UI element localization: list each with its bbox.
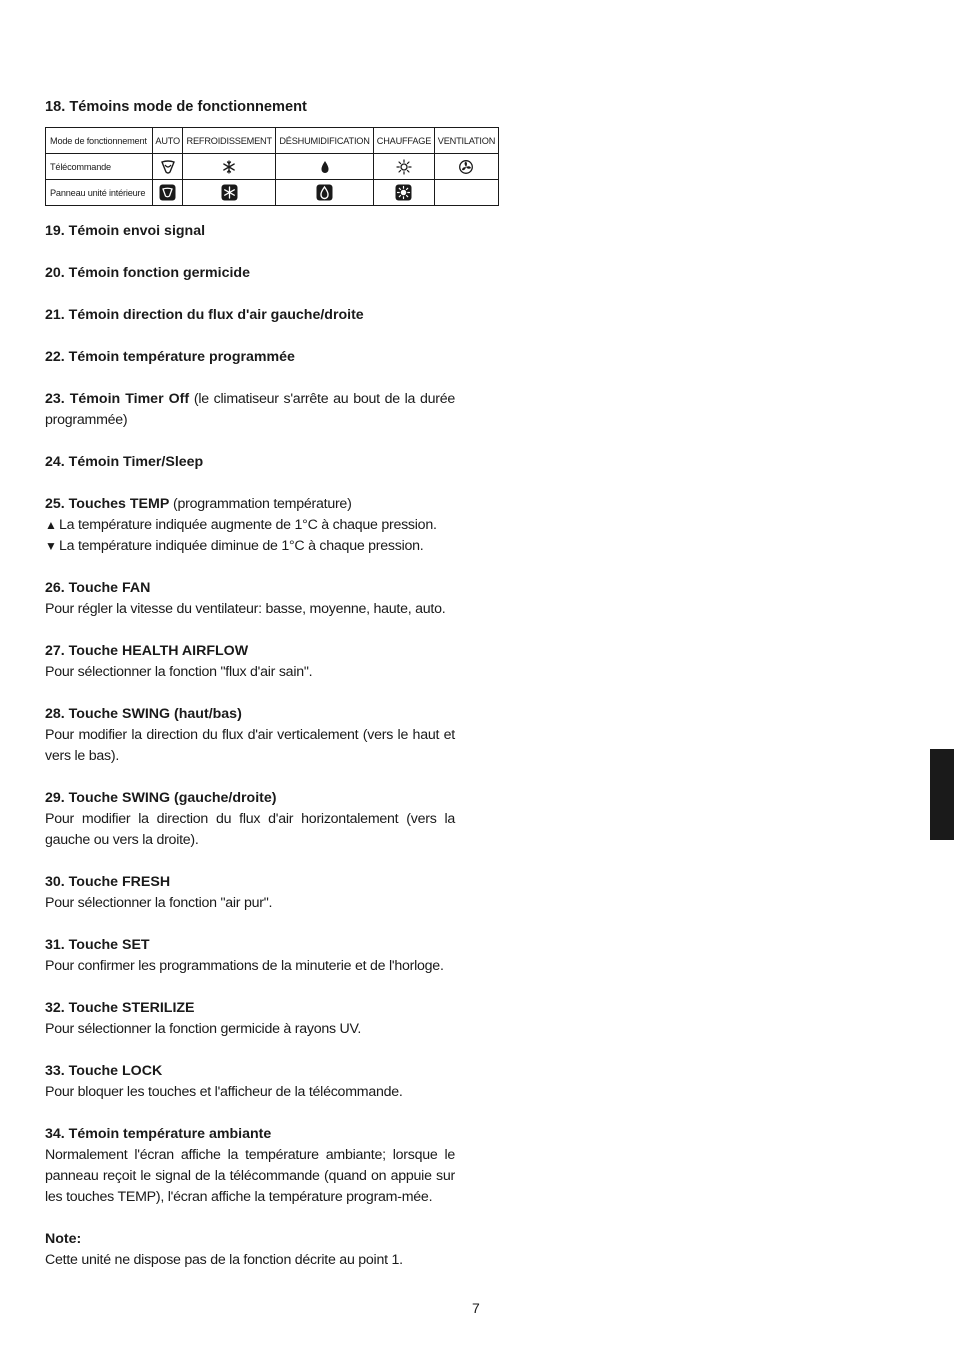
item-29	[45, 788, 455, 851]
item-33	[45, 1061, 455, 1103]
item-28	[45, 704, 455, 767]
item-34-text: Normalement l'écran affiche la température ambiante; lorsque le panneau reçoit le signal de la télécommande (quand on appuie sur les touches TEMP), l'écran affiche la température program-mée.	[45, 1147, 455, 1205]
item-31-text: Pour confirmer les programmations de la minuterie et de l'horloge.	[45, 958, 444, 974]
item-30-title: 30. Touche FRESH	[45, 874, 171, 890]
item-23-text: (le climatiseur s'arrête au bout de la durée programmée)	[45, 391, 455, 428]
operating-mode-table	[45, 127, 499, 206]
item-32-title: 32. Touche STERILIZE	[45, 1000, 195, 1016]
item-33-title: 33. Touche LOCK	[45, 1063, 163, 1079]
item-30	[45, 872, 455, 914]
item-22-title: 22. Témoin température programmée	[45, 349, 295, 365]
item-29-title: 29. Touche SWING (gauche/droite)	[45, 790, 277, 806]
item-27-title: 27. Touche HEALTH AIRFLOW	[45, 643, 249, 659]
item-25-title: 25. Touches TEMP	[45, 496, 170, 512]
header-dehumidification: DÉSHUMIDIFICATION	[276, 128, 374, 154]
note-text: Cette unité ne dispose pas de la fonction décrite au point 1.	[45, 1252, 403, 1268]
item-28-text: Pour modifier la direction du flux d'air verticalement (vers le haut et vers le bas).	[45, 727, 455, 764]
item-34-title: 34. Témoin température ambiante	[45, 1126, 272, 1142]
row-label-remote: Télécommande	[46, 154, 153, 180]
header-mode: Mode de fonctionnement	[46, 128, 153, 154]
triangle-down-icon: ▼	[45, 539, 57, 553]
item-23	[45, 389, 455, 431]
drop-panel-icon	[316, 184, 333, 201]
item-30-text: Pour sélectionner la fonction "air pur".	[45, 895, 273, 911]
item-23-title: 23. Témoin Timer Off	[45, 391, 190, 407]
item-34	[45, 1124, 455, 1208]
drop-icon	[317, 159, 333, 175]
item-26-text: Pour régler la vitesse du ventilateur: basse, moyenne, haute, auto.	[45, 601, 446, 617]
page-number: 7	[472, 1300, 480, 1316]
header-cooling: REFROIDISSEMENT	[183, 128, 276, 154]
item-33-text: Pour bloquer les touches et l'afficheur de la télécommande.	[45, 1084, 403, 1100]
item-24	[45, 452, 455, 473]
item-21-title: 21. Témoin direction du flux d'air gauche/droite	[45, 307, 364, 323]
empty-ventilation-panel-cell	[434, 180, 498, 206]
row-label-indoor-panel: Panneau unité intérieure	[46, 180, 153, 206]
item-20	[45, 263, 455, 284]
language-side-tab	[930, 749, 954, 840]
item-19-title: 19. Témoin envoi signal	[45, 223, 206, 239]
item-31	[45, 935, 455, 977]
table-row-remote	[46, 154, 499, 180]
triangle-up-icon: ▲	[45, 518, 57, 532]
table-header-row	[46, 128, 499, 154]
item-25-text: (programmation température)	[169, 496, 352, 512]
item-25-down-text: La température indiquée diminue de 1°C à chaque pression.	[59, 538, 424, 554]
item-29-text: Pour modifier la direction du flux d'air horizontalement (vers la gauche ou vers la droite).	[45, 811, 455, 848]
item-32	[45, 998, 455, 1040]
item-31-title: 31. Touche SET	[45, 937, 150, 953]
item-27-text: Pour sélectionner la fonction "flux d'air sain".	[45, 664, 313, 680]
item-27	[45, 641, 455, 683]
manual-page-content	[45, 97, 496, 1271]
note	[45, 1229, 455, 1271]
snowflake-panel-icon	[221, 184, 238, 201]
auto-icon	[160, 159, 176, 175]
fan-icon	[458, 159, 474, 175]
snowflake-icon	[221, 159, 237, 175]
sun-icon	[396, 159, 412, 175]
item-25-up-text: La température indiquée augmente de 1°C à chaque pression.	[59, 517, 437, 533]
header-heating: CHAUFFAGE	[373, 128, 434, 154]
item-28-title: 28. Touche SWING (haut/bas)	[45, 706, 242, 722]
item-24-title: 24. Témoin Timer/Sleep	[45, 454, 204, 470]
item-20-title: 20. Témoin fonction germicide	[45, 265, 250, 281]
header-auto: AUTO	[153, 128, 183, 154]
note-title: Note:	[45, 1231, 82, 1247]
item-21	[45, 305, 455, 326]
item-26	[45, 578, 455, 620]
item-22	[45, 347, 455, 368]
item-19	[45, 221, 455, 242]
header-ventilation: VENTILATION	[434, 128, 498, 154]
section-18-title: 18. Témoins mode de fonctionnement	[45, 99, 307, 115]
auto-panel-icon	[159, 184, 176, 201]
sun-panel-icon	[395, 184, 412, 201]
item-32-text: Pour sélectionner la fonction germicide à rayons UV.	[45, 1021, 362, 1037]
table-row-indoor-panel	[46, 180, 499, 206]
item-26-title: 26. Touche FAN	[45, 580, 151, 596]
item-25	[45, 494, 455, 557]
